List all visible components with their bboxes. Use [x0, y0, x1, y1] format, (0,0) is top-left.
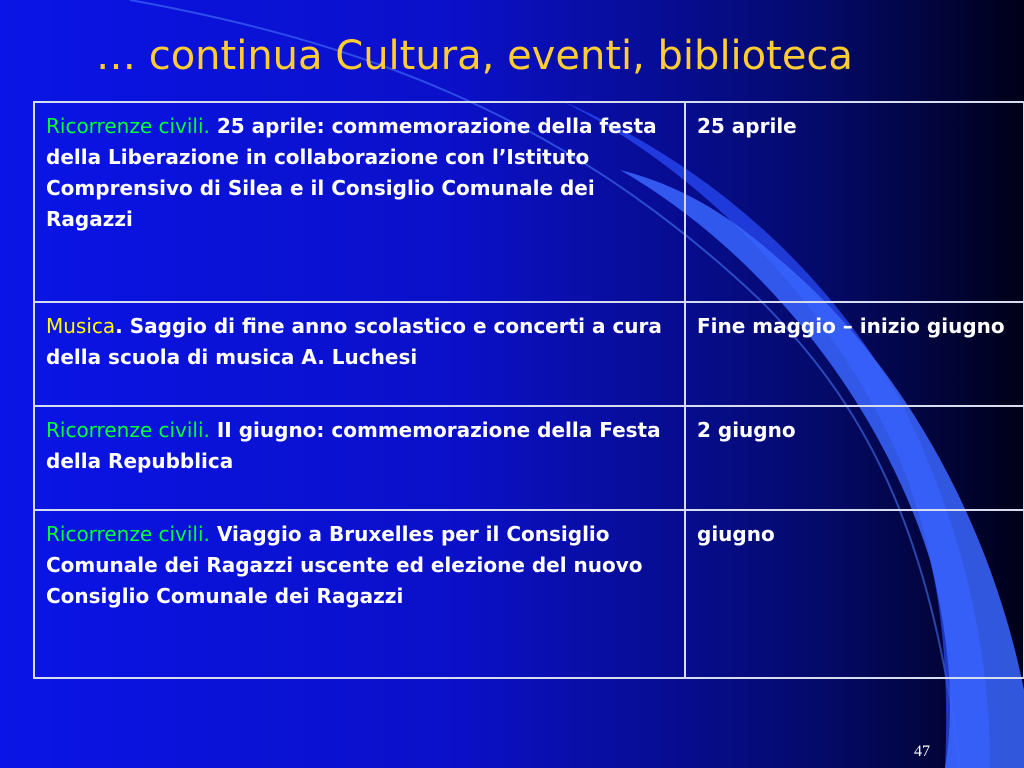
- table-row: [34, 406, 1024, 510]
- event-category: Musica: [46, 314, 116, 338]
- event-date-cell: [685, 406, 1024, 510]
- event-date: Fine maggio – inizio giugno: [697, 314, 1005, 338]
- event-date-cell: [685, 302, 1024, 406]
- table-row: [34, 102, 1024, 302]
- event-date: 25 aprile: [697, 114, 797, 138]
- event-description-cell: [34, 302, 685, 406]
- event-date: giugno: [697, 522, 775, 546]
- event-date-cell: [685, 102, 1024, 302]
- event-category: Ricorrenze civili.: [46, 114, 210, 138]
- event-description-cell: [34, 102, 685, 302]
- event-description: Viaggio a Bruxelles per il Consiglio Comunale dei Ragazzi uscente ed elezione del nuovo Consiglio Comunale dei Ragazzi: [46, 522, 643, 608]
- event-description-cell: [34, 406, 685, 510]
- events-table: [33, 101, 1024, 679]
- event-description: 25 aprile: commemorazione della festa della Liberazione in collaborazione con l’Istituto Comprensivo di Silea e il Consiglio Comunale dei Ragazzi: [46, 114, 657, 231]
- event-category: Ricorrenze civili.: [46, 522, 210, 546]
- event-date: 2 giugno: [697, 418, 796, 442]
- table-row: [34, 510, 1024, 678]
- slide-title: … continua Cultura, eventi, biblioteca: [96, 33, 853, 79]
- event-category: Ricorrenze civili.: [46, 418, 210, 442]
- event-date-cell: [685, 510, 1024, 678]
- page-number: 47: [914, 743, 930, 760]
- event-description: . Saggio di fine anno scolastico e concerti a cura della scuola di musica A. Luchesi: [46, 314, 662, 369]
- table-row: [34, 302, 1024, 406]
- event-description: II giugno: commemorazione della Festa della Repubblica: [46, 418, 661, 473]
- event-description-cell: [34, 510, 685, 678]
